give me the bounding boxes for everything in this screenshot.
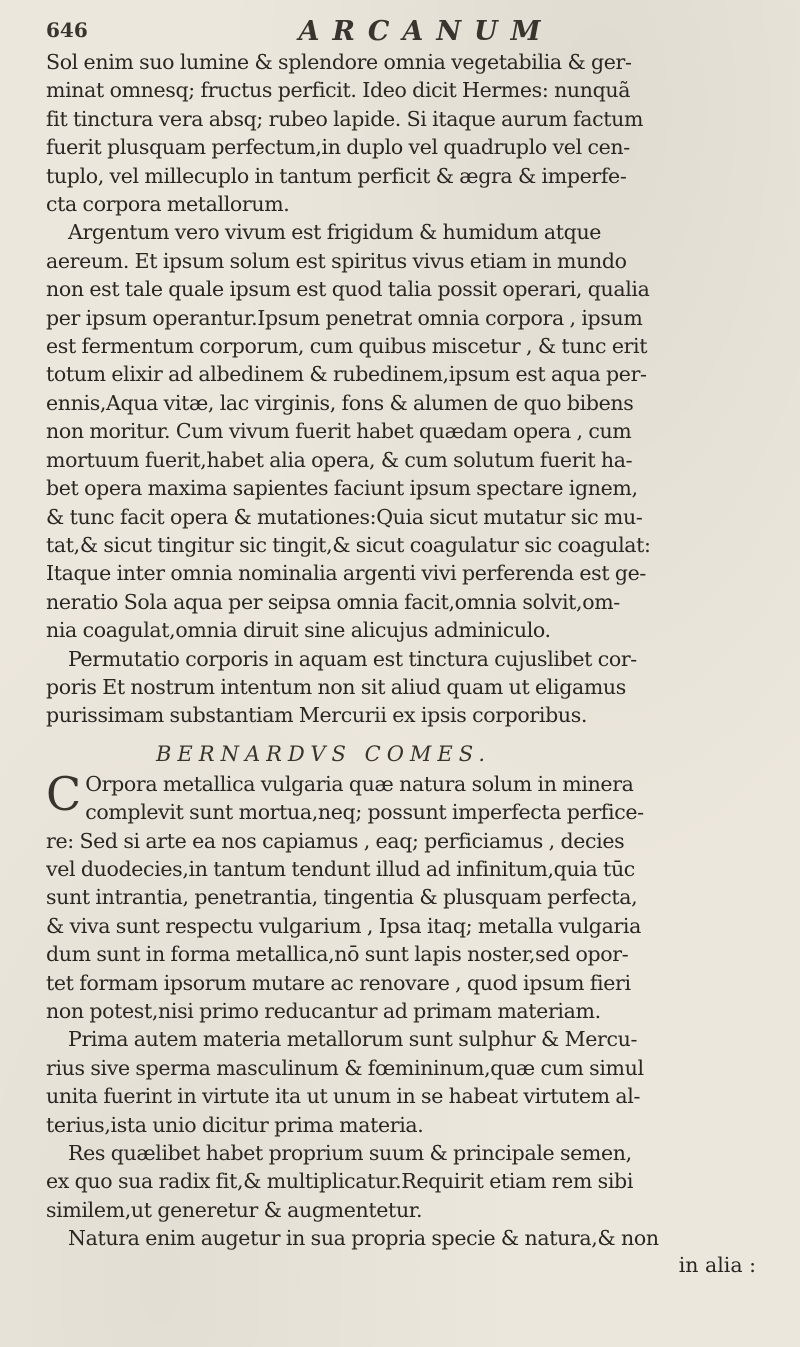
text-line: tat,& sicut tingitur sic tingit,& sicut coagulatur sic coagulat:	[46, 532, 651, 557]
text-line: aereum. Et ipsum solum est spiritus vivus etiam in mundo	[46, 248, 627, 273]
catchword: in alia :	[678, 1252, 756, 1277]
paragraph-res-quaelibet	[46, 1139, 766, 1253]
text-line: Sol enim suo lumine & splendore omnia vegetabilia & ger-	[46, 50, 632, 74]
text-line: Itaque inter omnia nominalia argenti vivi perferenda est ge-	[46, 561, 647, 586]
text-line: dum sunt in forma metallica,nō sunt lapis noster,sed opor-	[46, 942, 629, 967]
text-line: cta corpora metallorum.	[46, 192, 290, 217]
text-line: re: Sed si arte ea nos capiamus , eaq; perficiamus , decies	[46, 828, 625, 853]
text-line: vel duodecies,in tantum tendunt illud ad infinitum,quia tūc	[46, 856, 635, 881]
paragraph-argentum	[46, 218, 766, 644]
text-line: minat omnesq; fructus perficit. Ideo dicit Hermes: nunquã	[46, 78, 631, 103]
text-line: Orpora metallica vulgaria quæ natura solum in minera	[85, 771, 634, 796]
running-head	[46, 16, 766, 46]
paragraph-prima-materia	[46, 1025, 766, 1139]
text-line: complevit sunt mortua,neq; possunt imperfecta perfice-	[85, 800, 644, 825]
paragraph-corpora	[46, 766, 766, 1026]
drop-cap: C	[46, 766, 82, 821]
text-line: Natura enim augetur in sua propria specie & natura,& non	[68, 1226, 659, 1251]
text-line: tet formam ipsorum mutare ac renovare , quod ipsum fieri	[46, 970, 631, 995]
text-line: & tunc facit opera & mutationes:Quia sicut mutatur sic mu-	[46, 504, 643, 529]
text-line: bet opera maxima sapientes faciunt ipsum spectare ignem,	[46, 476, 638, 501]
text-line: est fermentum corporum, cum quibus miscetur , & tunc erit	[46, 334, 648, 359]
paragraph-corpora-text	[46, 766, 766, 1026]
text-line: ex quo sua radix fit,& multiplicatur.Requirit etiam rem sibi	[46, 1169, 634, 1194]
text-line: tuplo, vel millecuplo in tantum perficit & ægra & imperfe-	[46, 163, 627, 188]
text-line: Permutatio corporis in aquam est tinctura cujuslibet cor-	[68, 646, 637, 671]
text-line: non potest,nisi primo reducantur ad primam materiam.	[46, 999, 601, 1023]
text-line: neratio Sola aqua per seipsa omnia facit,omnia solvit,om-	[46, 589, 620, 614]
text-line: Res quælibet habet proprium suum & principale semen,	[68, 1141, 632, 1166]
text-line: terius,ista unio dicitur prima materia.	[46, 1112, 424, 1137]
running-title: ARCANUM	[298, 16, 554, 47]
text-line: nia coagulat,omnia diruit sine alicujus adminiculo.	[46, 618, 551, 643]
text-line: purissimam substantiam Mercurii ex ipsis corporibus.	[46, 703, 588, 728]
text-line: & viva sunt respectu vulgarium , Ipsa itaq; metalla vulgaria	[46, 913, 641, 938]
page-number: 646	[46, 18, 88, 42]
text-line: Prima autem materia metallorum sunt sulphur & Mercu-	[68, 1027, 638, 1052]
text-line: unita fuerint in virtute ita ut unum in se habeat virtutem al-	[46, 1084, 641, 1109]
text-line: similem,ut generetur & augmentetur.	[46, 1197, 423, 1222]
text-line: fuerit plusquam perfectum,in duplo vel quadruplo vel cen-	[46, 135, 630, 160]
text-line: rius sive sperma masculinum & fœmininum,quæ cum simul	[46, 1055, 644, 1080]
text-line: per ipsum operantur.Ipsum penetrat omnia corpora , ipsum	[46, 305, 643, 330]
section-heading: BERNARDVS COMES.	[156, 741, 492, 766]
text-line: non est tale quale ipsum est quod talia possit operari, qualia	[46, 277, 650, 302]
text-line: sunt intrantia, penetrantia, tingentia & plusquam perfecta,	[46, 885, 638, 910]
paragraph-permutatio	[46, 645, 766, 730]
text-line: mortuum fuerit,habet alia opera, & cum solutum fuerit ha-	[46, 447, 633, 472]
text-line: totum elixir ad albedinem & rubedinem,ipsum est aqua per-	[46, 362, 647, 387]
text-line: Argentum vero vivum est frigidum & humidum atque	[68, 220, 602, 245]
text-line: ennis,Aqua vitæ, lac virginis, fons & alumen de quo bibens	[46, 390, 634, 415]
text-line: non moritur. Cum vivum fuerit habet quædam opera , cum	[46, 419, 632, 444]
text-line: fit tinctura vera absq; rubeo lapide. Si itaque aurum factum	[46, 106, 644, 131]
paragraph-sol	[46, 48, 766, 218]
text-line: poris Et nostrum intentum non sit aliud quam ut eligamus	[46, 674, 626, 699]
